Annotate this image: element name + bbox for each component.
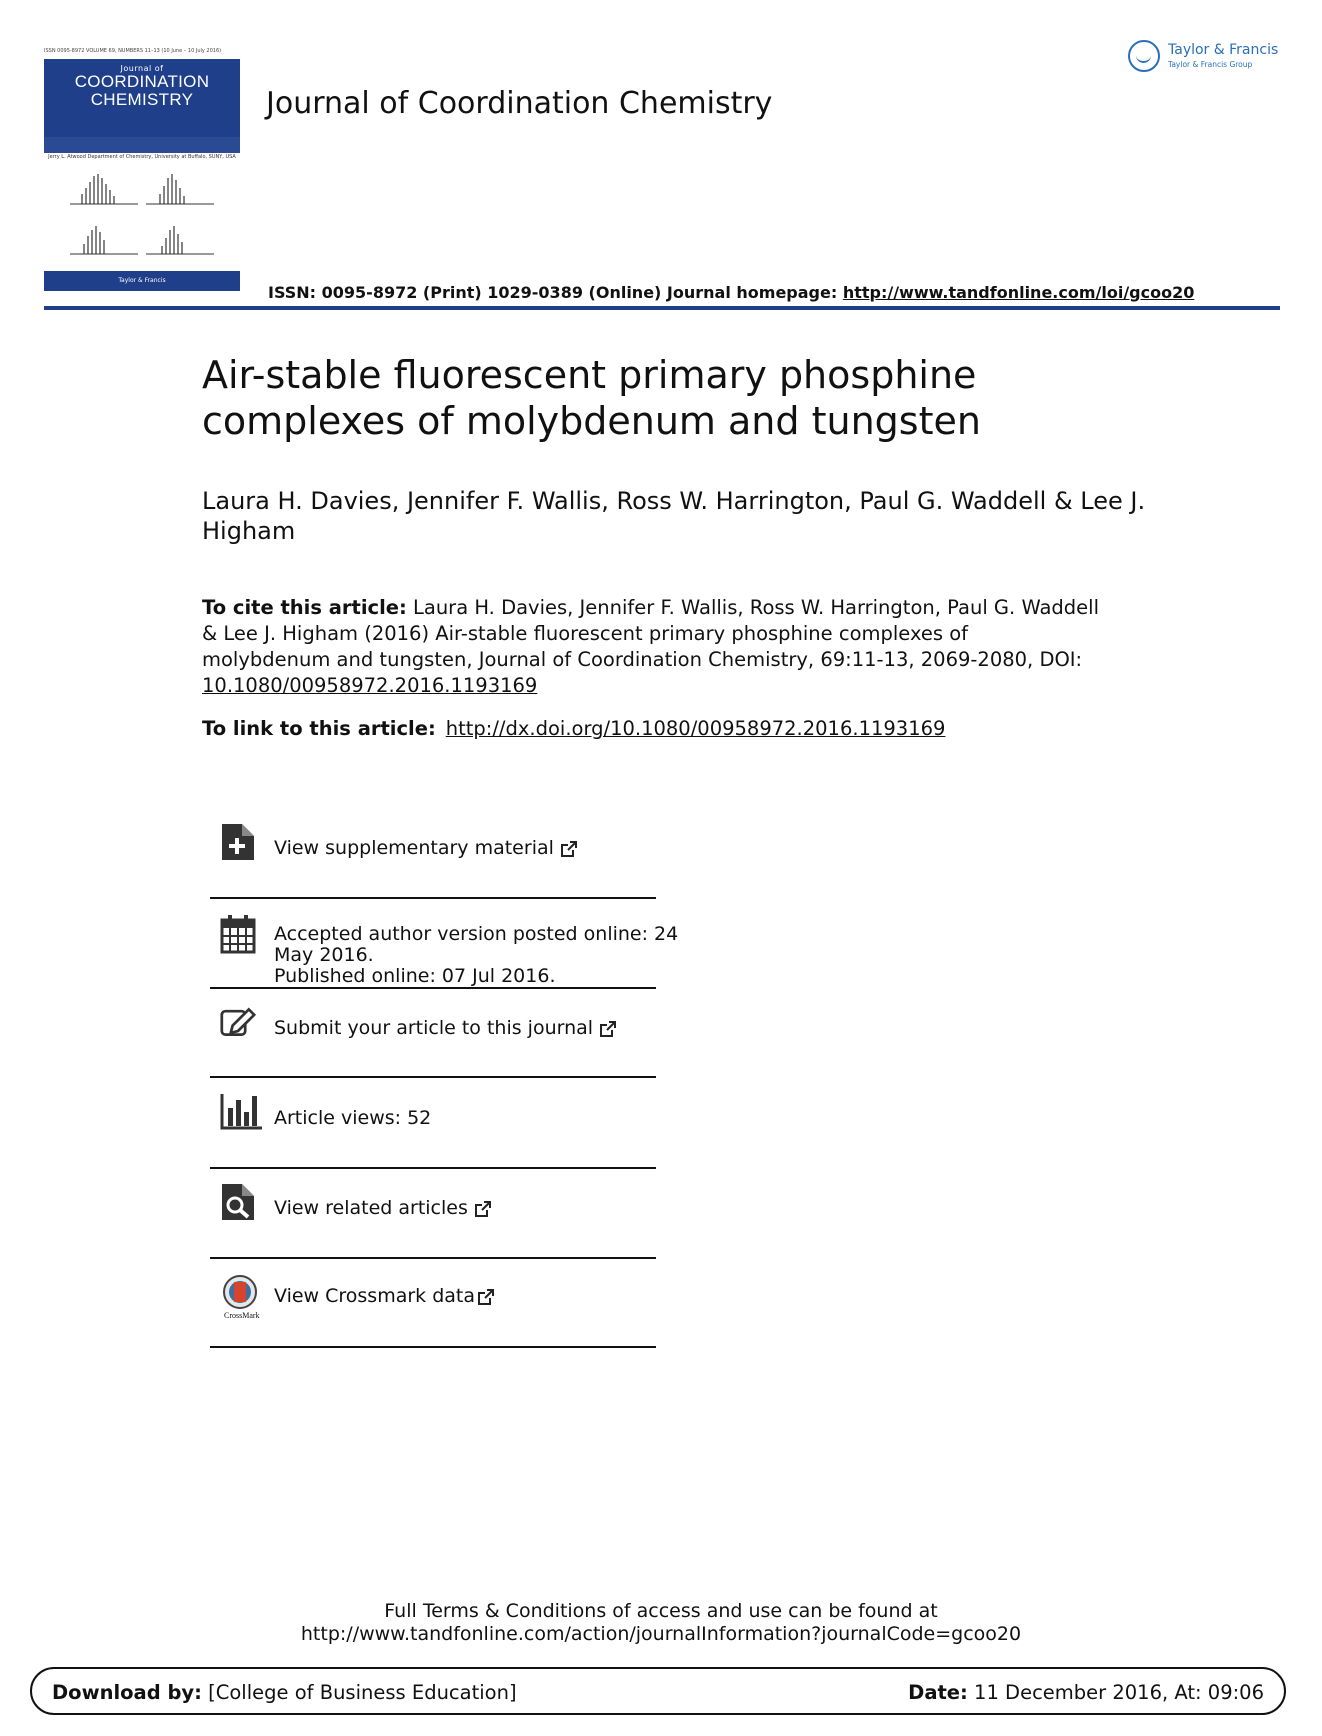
article-title: Air-stable fluorescent primary phosphine complexes of molybdenum and tungsten — [202, 353, 981, 443]
cite-label: To cite this article: — [202, 596, 407, 619]
terms-line1: Full Terms & Conditions of access and use can be found at — [384, 1600, 938, 1622]
related-articles-row[interactable] — [210, 1182, 656, 1230]
link-label: To link to this article: — [202, 717, 436, 740]
cover-journal-of: Journal of — [120, 64, 164, 73]
supplementary-label: View supplementary material — [274, 837, 554, 859]
issn-line — [268, 283, 1194, 302]
cover-publisher-band: Taylor & Francis — [44, 271, 240, 291]
published-online-line: Published online: 07 Jul 2016. — [274, 965, 556, 987]
cover-spectra-image — [68, 164, 218, 272]
submit-article-row[interactable] — [210, 1002, 656, 1050]
article-views-label: Article views: 52 — [274, 1107, 432, 1129]
journal-homepage-link[interactable]: http://www.tandfonline.com/loi/gcoo20 — [842, 283, 1195, 302]
publisher-name: Taylor & Francis — [1168, 42, 1279, 58]
publisher-group: Taylor & Francis Group — [1168, 60, 1253, 69]
divider — [210, 897, 656, 899]
cover-subband — [44, 137, 240, 153]
article-views-row — [210, 1092, 656, 1140]
taylor-francis-lamp-icon — [1128, 40, 1160, 72]
crossmark-wordmark: CrossMark — [224, 1311, 260, 1320]
related-articles-label: View related articles — [274, 1197, 468, 1219]
divider — [210, 1257, 656, 1259]
supplementary-material-row[interactable] — [210, 822, 656, 870]
bar-chart-icon — [220, 1092, 264, 1132]
journal-cover — [44, 48, 240, 294]
publication-dates-row — [210, 912, 679, 987]
crossmark-row[interactable] — [210, 1274, 656, 1324]
terms-notice — [0, 1600, 1322, 1646]
add-file-icon — [220, 822, 256, 862]
taylor-francis-logo[interactable] — [1128, 40, 1288, 76]
citation-block — [202, 595, 1102, 699]
download-date: 11 December 2016, At: 09:06 — [967, 1681, 1264, 1704]
cite-text: Laura H. Davies, Jennifer F. Wallis, Ross W. Harrington, Paul G. Waddell & Lee J. Higham (2016) Air-stable fluorescent primary phosphine complexes of molybdenum and tungsten, Journal of Coordination Chemistry, 69:11-13, 2069-2080, DOI: — [202, 596, 1100, 671]
divider — [210, 987, 656, 989]
journal-title: Journal of Coordination Chemistry — [266, 86, 773, 121]
divider — [210, 1076, 656, 1078]
terms-url[interactable]: http://www.tandfonline.com/action/journalInformation?journalCode=gcoo20 — [300, 1623, 1022, 1645]
posted-online-line2: May 2016. — [274, 944, 374, 966]
cover-issn-line: ISSN 0095-8972 VOLUME 69, NUMBERS 11–13 (10 June – 10 July 2016) — [44, 48, 222, 54]
external-link-icon — [477, 1288, 495, 1306]
posted-online-line1: Accepted author version posted online: 24 — [274, 923, 679, 945]
calendar-icon — [220, 914, 256, 954]
submit-article-label: Submit your article to this journal — [274, 1017, 594, 1039]
header-rule — [44, 306, 1280, 310]
download-label: Download by: — [52, 1681, 202, 1704]
search-document-icon — [220, 1182, 256, 1222]
external-link-icon — [560, 840, 578, 858]
issn-text: ISSN: 0095-8972 (Print) 1029-0389 (Online) Journal homepage: — [268, 283, 843, 302]
crossmark-label: View Crossmark data — [274, 1285, 476, 1307]
cover-name-line2: CHEMISTRY — [90, 90, 194, 109]
cover-title-band — [44, 59, 240, 137]
external-link-icon — [599, 1020, 617, 1038]
article-authors: Laura H. Davies, Jennifer F. Wallis, Ross W. Harrington, Paul G. Waddell & Lee J. Higham — [202, 487, 1146, 545]
cite-doi-link[interactable]: 10.1080/00958972.2016.1193169 — [202, 674, 538, 697]
edit-icon — [220, 1002, 256, 1042]
cover-editor: Jerry L. Atwood Department of Chemistry, University at Buffalo, SUNY, USA — [48, 154, 236, 160]
download-info-bar — [30, 1667, 1286, 1715]
divider — [210, 1346, 656, 1348]
date-label: Date: — [908, 1681, 968, 1704]
external-link-icon — [474, 1200, 492, 1218]
article-link-line — [202, 717, 945, 740]
download-institution: [College of Business Education] — [201, 1681, 517, 1704]
article-doi-url[interactable]: http://dx.doi.org/10.1080/00958972.2016.1193169 — [445, 717, 946, 740]
divider — [210, 1167, 656, 1169]
cover-name-line1: COORDINATION — [74, 72, 210, 91]
